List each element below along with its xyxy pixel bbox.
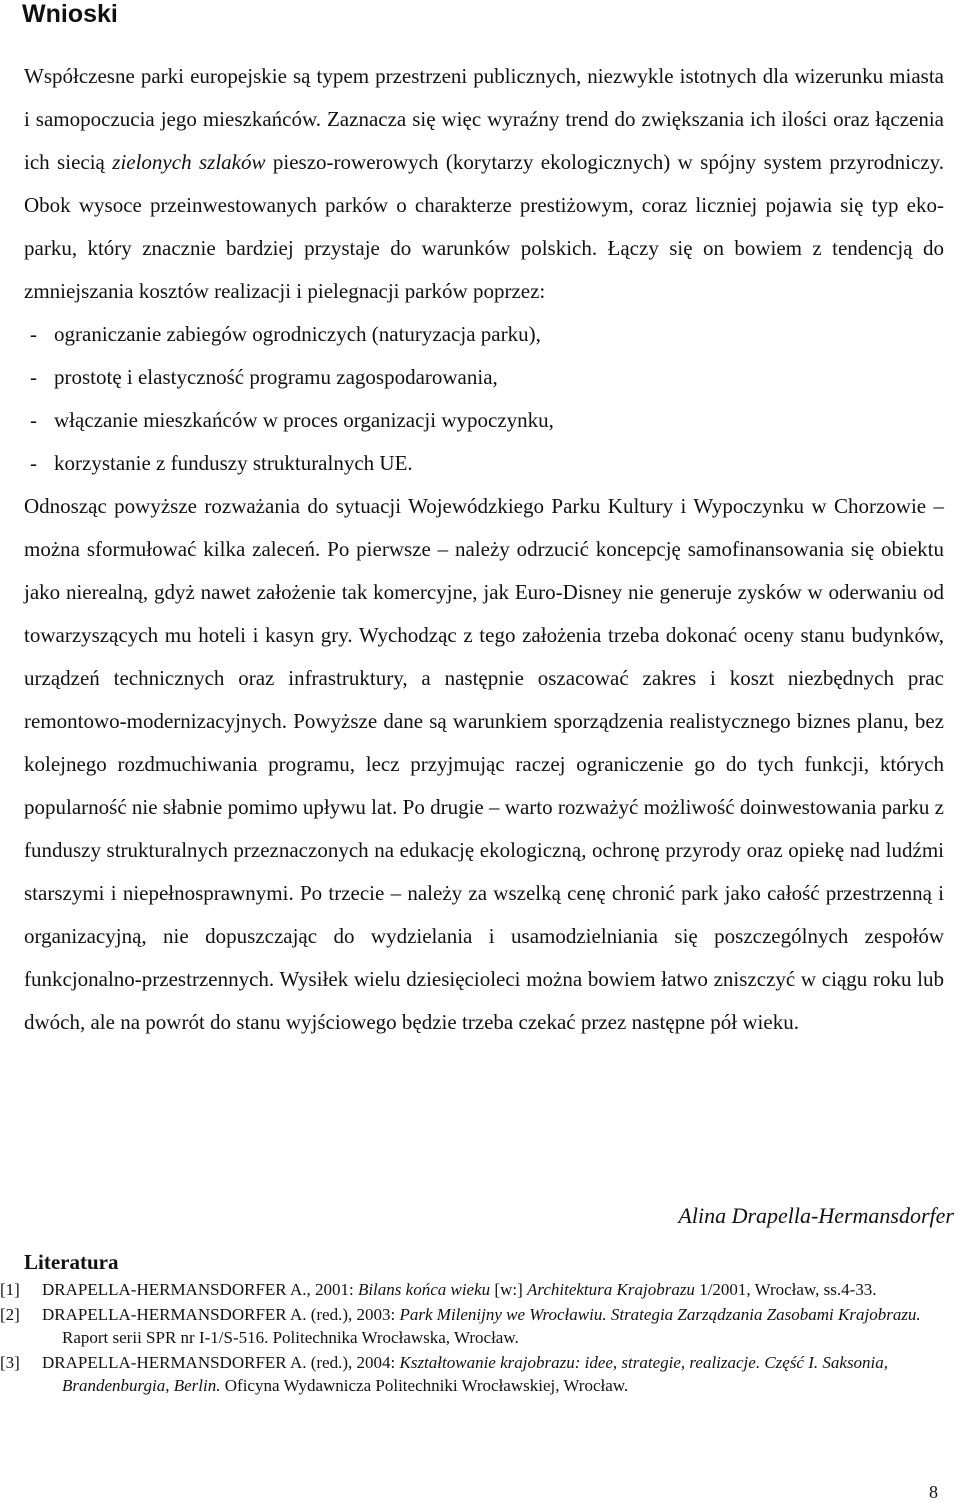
list-item [24,442,944,485]
measures-list [24,313,944,485]
author-signature: Alina Drapella-Hermansdorfer [678,1203,954,1228]
section-heading: Wnioski [22,0,118,28]
paragraph-intro [24,55,944,313]
literature-heading: Literatura [24,1250,119,1274]
reference-details: Oficyna Wydawnicza Politechniki Wrocławskiej, Wrocław. [220,1376,629,1395]
list-item-text: włączanie mieszkańców w proces organizacji wypoczynku, [54,408,554,432]
list-item-text: prostotę i elastyczność programu zagospodarowania, [54,365,498,389]
page-number: 8 [929,1482,938,1502]
reference-title: Park Milenijny we Wrocławiu. Strategia Zarządzania Zasobami Krajobrazu. [399,1305,921,1324]
reference-author: DRAPELLA-HERMANSDORFER A., 2001: [42,1280,358,1299]
reference-journal: Architektura Krajobrazu [526,1280,695,1299]
reference-number: [1] [0,1280,20,1299]
reference-details: 1/2001, Wrocław, ss.4-33. [694,1280,877,1299]
reference-title: Bilans końca wieku [357,1280,491,1299]
reference-details: Raport serii SPR nr I-1/S-516. Politechnika Wrocławska, Wrocław. [62,1328,519,1347]
paragraph-intro-italic: zielonych szlaków [112,150,266,174]
list-bullet: - [30,408,37,432]
reference-text [42,1280,877,1299]
paragraph-intro-start: Współczesne parki europejskie są typem przestrzeni publicznych, niezwykle istotnych dla wizerunku miasta i samopoczucia jego mieszkańców. Zaznacza się więc wyraźny trend do zwiększania ich ilości oraz łączenia ich siecią [24,64,944,174]
list-item-text: ograniczanie zabiegów ogrodniczych (naturyzacja parku), [54,322,541,346]
list-item [24,399,944,442]
body-text [24,55,944,1044]
list-bullet: - [30,365,37,389]
list-item [24,313,944,356]
reference-list [0,1278,958,1399]
list-bullet: - [30,451,37,475]
list-item [24,356,944,399]
list-bullet: - [30,322,37,346]
reference-title: Kształtowanie krajobrazu: idee, strategie, realizacje. Część I. Saksonia, Brandenburgia, Berlin. [62,1353,889,1395]
reference-text [42,1353,889,1395]
reference-item [0,1278,958,1301]
reference-text [42,1305,921,1347]
paragraph-intro-end: pieszo-rowerowych (korytarzy ekologicznych) w spójny system przyrodniczy. Obok wysoce przeinwestowanych parków o charakterze prestiżowym, coraz liczniej pojawia się typ eko-parku, który znacznie bardziej przystaje do warunków polskich. Łączy się on bowiem z tendencją do zmniejszania kosztów realizacji i pielegnacji parków poprzez: [24,150,944,303]
reference-number: [3] [0,1353,20,1372]
reference-item [0,1303,958,1349]
reference-item [0,1351,958,1397]
paragraph-recommendations: Odnosząc powyższe rozważania do sytuacji Wojewódzkiego Parku Kultury i Wypoczynku w Chorzowie – można sformułować kilka zaleceń. Po pierwsze – należy odrzucić koncepcję samofinansowania się obiektu jako nierealną, gdyż nawet założenie tak komercyjne, jak Euro-Disney nie generuje zysków w oderwaniu od towarzyszących mu hoteli i kasyn gry. Wychodząc z tego założenia trzeba dokonać oceny stanu budynków, urządzeń technicznych oraz infrastruktury, a następnie oszacować zakres i koszt niezbędnych prac remontowo-modernizacyjnych. Powyższe dane są warunkiem sporządzenia realistycznego biznes planu, bez kolejnego rozdmuchiwania programu, lecz przyjmując raczej ograniczenie go do tych funkcji, których popularność nie słabnie pomimo upływu lat. Po drugie – warto rozważyć możliwość doinwestowania parku z funduszy strukturalnych przeznaczonych na edukację ekologiczną, ochronę przyrody oraz opiekę nad ludźmi starszymi i niepełnosprawnymi. Po trzecie – należy za wszelką cenę chronić park jako całość przestrzenną i organizacyjną, nie dopuszczając do wydzielania i usamodzielniania się poszczególnych zespołów funkcjonalno-przestrzennych. Wysiłek wielu dziesięcioleci można bowiem łatwo zniszczyć w ciągu roku lub dwóch, ale na powrót do stanu wyjściowego będzie trzeba czekać przez następne pół wieku. [24,494,944,1034]
list-item-text: korzystanie z funduszy strukturalnych UE. [54,451,413,475]
reference-number: [2] [0,1305,20,1324]
reference-author: DRAPELLA-HERMANSDORFER A. (red.), 2004: [42,1353,400,1372]
reference-author: DRAPELLA-HERMANSDORFER A. (red.), 2003: [42,1305,400,1324]
reference-mid: [w:] [490,1280,527,1299]
